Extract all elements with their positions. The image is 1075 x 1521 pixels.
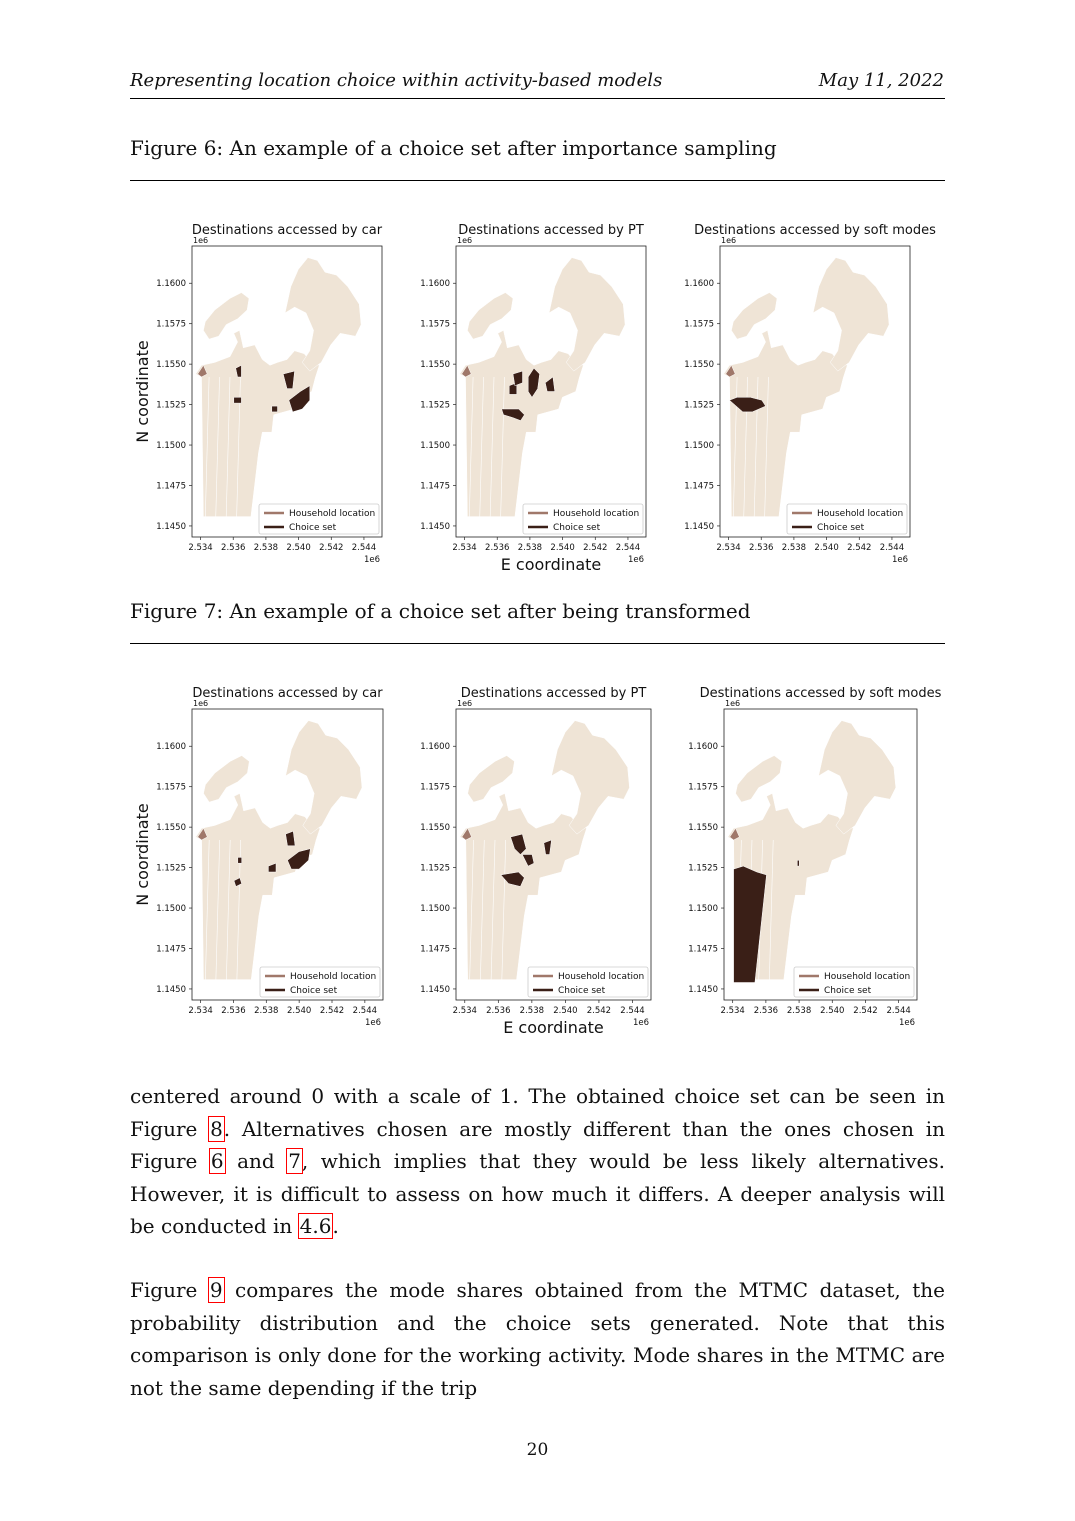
legend-choice-label: Choice set — [553, 523, 601, 533]
x-tick-label: 2.540 — [553, 1006, 578, 1016]
y-tick-label: 1.1500 — [156, 441, 186, 452]
y-tick-label: 1.1525 — [688, 863, 718, 874]
y-tick-label: 1.1550 — [156, 823, 186, 834]
y-tick-label: 1.1600 — [420, 742, 450, 753]
y-tick-label: 1.1450 — [688, 984, 718, 995]
body-paragraph-2: Figure 9 compares the mode shares obtained from the MTMC dataset, the probability distribution and the choice sets generated. Note that this comparison is only done for the working activity. Mode shares in the MTMC are not the same depending if the trip — [130, 1278, 945, 1400]
x-tick-label: 2.542 — [583, 543, 608, 553]
legend-household-label: Household location — [824, 972, 911, 982]
y-tick-label: 1.1550 — [156, 360, 186, 371]
section-4-6-link[interactable]: 4.6 — [299, 1214, 332, 1238]
x-tick-label: 2.534 — [452, 543, 477, 553]
map-panel-2 — [420, 686, 651, 1028]
x-tick-label: 2.540 — [550, 543, 575, 553]
x-tick-label: 2.544 — [879, 543, 905, 553]
y-tick-label: 1.1525 — [420, 863, 450, 874]
figure-6-maps — [0, 185, 1075, 585]
x-tick-label: 2.538 — [254, 1006, 279, 1016]
x-axis-label: E coordinate — [503, 1018, 604, 1037]
x-tick-label: 2.538 — [781, 543, 807, 553]
y-tick-label: 1.1500 — [684, 441, 714, 452]
y-tick-label: 1.1600 — [420, 279, 450, 290]
x-offset-label: 1e6 — [891, 555, 908, 565]
choice-set-zone — [234, 397, 242, 403]
y-tick-label: 1.1500 — [420, 904, 450, 915]
x-tick-label: 2.536 — [486, 1006, 511, 1016]
map-panel-1 — [156, 223, 383, 565]
legend-household-label: Household location — [817, 509, 904, 519]
legend-choice-label: Choice set — [824, 986, 872, 996]
y-offset-label: 1e6 — [721, 236, 737, 245]
y-offset-label: 1e6 — [457, 699, 473, 708]
y-tick-label: 1.1575 — [420, 319, 450, 330]
x-tick-label: 2.538 — [517, 543, 543, 553]
x-tick-label: 2.542 — [853, 1006, 878, 1016]
map-panel-3 — [684, 223, 936, 565]
x-tick-label: 2.536 — [221, 543, 246, 553]
x-tick-label: 2.540 — [814, 543, 839, 553]
panel-title: Destinations accessed by soft modes — [699, 686, 942, 701]
y-axis-label: N coordinate — [133, 340, 152, 443]
y-tick-label: 1.1550 — [420, 823, 450, 834]
map-panel-1 — [156, 686, 383, 1028]
x-axis-label: E coordinate — [500, 555, 602, 574]
figure-7-rule — [130, 643, 945, 644]
legend-household-label: Household location — [558, 972, 645, 982]
y-tick-label: 1.1450 — [684, 521, 714, 532]
y-axis-label: N coordinate — [133, 803, 152, 906]
y-tick-label: 1.1475 — [420, 481, 450, 492]
x-tick-label: 2.540 — [286, 1006, 312, 1016]
y-tick-label: 1.1600 — [684, 279, 714, 290]
y-tick-label: 1.1450 — [420, 521, 450, 532]
y-tick-label: 1.1575 — [156, 782, 186, 793]
map-panel-2 — [420, 223, 646, 565]
y-tick-label: 1.1475 — [688, 944, 718, 955]
figure-7-maps — [0, 648, 1075, 1048]
x-offset-label: 1e6 — [627, 555, 644, 565]
y-offset-label: 1e6 — [725, 699, 741, 708]
y-tick-label: 1.1575 — [420, 782, 450, 793]
figure-7-link[interactable]: 7 — [288, 1149, 301, 1173]
choice-set-zone — [286, 831, 296, 846]
y-tick-label: 1.1550 — [688, 823, 718, 834]
x-tick-label: 2.544 — [886, 1006, 911, 1016]
y-tick-label: 1.1575 — [684, 319, 714, 330]
figure-6-rule — [130, 180, 945, 181]
y-tick-label: 1.1525 — [156, 863, 186, 874]
legend-household-label: Household location — [290, 972, 377, 982]
map-panel-3 — [688, 686, 941, 1028]
y-tick-label: 1.1600 — [156, 279, 186, 290]
figure-8-link[interactable]: 8 — [210, 1116, 223, 1141]
y-tick-label: 1.1500 — [156, 904, 186, 915]
y-tick-label: 1.1575 — [688, 782, 718, 793]
legend-choice-label: Choice set — [558, 986, 606, 996]
y-tick-label: 1.1475 — [420, 944, 450, 955]
y-offset-label: 1e6 — [193, 236, 209, 245]
panel-title: Destinations accessed by car — [192, 686, 383, 701]
choice-set-zone — [238, 857, 242, 863]
y-tick-label: 1.1475 — [684, 481, 714, 492]
x-offset-label: 1e6 — [898, 1018, 915, 1028]
y-tick-label: 1.1500 — [688, 904, 718, 915]
x-tick-label: 2.544 — [620, 1006, 645, 1016]
y-tick-label: 1.1550 — [684, 360, 714, 371]
x-offset-label: 1e6 — [632, 1018, 649, 1028]
y-tick-label: 1.1525 — [156, 400, 186, 411]
x-tick-label: 2.538 — [519, 1006, 545, 1016]
running-header-title: Representing location choice within activity-based models — [130, 70, 663, 91]
header-rule — [130, 98, 945, 99]
x-tick-label: 2.534 — [720, 1006, 745, 1016]
y-tick-label: 1.1450 — [420, 984, 450, 995]
y-offset-label: 1e6 — [457, 236, 473, 245]
x-tick-label: 2.534 — [452, 1006, 477, 1016]
x-offset-label: 1e6 — [363, 555, 380, 565]
x-tick-label: 2.534 — [716, 543, 741, 553]
x-tick-label: 2.538 — [253, 543, 279, 553]
y-tick-label: 1.1600 — [688, 742, 718, 753]
panel-title: Destinations accessed by PT — [460, 686, 647, 701]
choice-set-zone — [272, 406, 278, 412]
y-offset-label: 1e6 — [193, 699, 209, 708]
y-tick-label: 1.1450 — [156, 984, 186, 995]
page-number: 20 — [526, 1440, 549, 1460]
x-tick-label: 2.538 — [786, 1006, 812, 1016]
x-tick-label: 2.540 — [820, 1006, 845, 1016]
x-tick-label: 2.542 — [319, 543, 344, 553]
y-tick-label: 1.1600 — [156, 742, 186, 753]
running-header-date: May 11, 2022 — [818, 70, 944, 91]
y-tick-label: 1.1475 — [156, 481, 186, 492]
x-offset-label: 1e6 — [364, 1018, 381, 1028]
figure-7-caption: Figure 7: An example of a choice set after being transformed — [130, 599, 751, 623]
x-tick-label: 2.534 — [188, 543, 213, 553]
x-tick-label: 2.536 — [221, 1006, 246, 1016]
x-tick-label: 2.542 — [847, 543, 872, 553]
legend-household-label: Household location — [553, 509, 640, 519]
x-tick-label: 2.544 — [615, 543, 641, 553]
legend-choice-label: Choice set — [289, 523, 337, 533]
panel-title: Destinations accessed by soft modes — [694, 223, 936, 238]
y-tick-label: 1.1550 — [420, 360, 450, 371]
x-tick-label: 2.544 — [351, 543, 377, 553]
x-tick-label: 2.536 — [753, 1006, 779, 1016]
x-tick-label: 2.542 — [319, 1006, 345, 1016]
legend-household-label: Household location — [289, 509, 376, 519]
x-tick-label: 2.540 — [286, 543, 311, 553]
panel-title: Destinations accessed by PT — [458, 223, 644, 238]
figure-6-caption: Figure 6: An example of a choice set after importance sampling — [130, 136, 777, 160]
body-paragraph-1: centered around 0 with a scale of 1. The obtained choice set can be seen in Figure 8. Alternatives chosen are mostly different than the ones chosen in Figure 6 and 7, which implies that they would be less likely alternatives. However, it is difficult to assess on how much it differs. A deeper analysis will be conducted in 4.6. — [130, 1084, 945, 1238]
x-tick-label: 2.536 — [485, 543, 510, 553]
choice-set-zone — [797, 860, 799, 866]
legend-choice-label: Choice set — [290, 986, 338, 996]
panel-title: Destinations accessed by car — [191, 223, 383, 238]
figure-9-link[interactable]: 9 — [209, 1278, 223, 1302]
y-tick-label: 1.1475 — [156, 944, 186, 955]
y-tick-label: 1.1525 — [684, 400, 714, 411]
y-tick-label: 1.1575 — [156, 319, 186, 330]
legend-choice-label: Choice set — [817, 523, 865, 533]
figure-6-link[interactable]: 6 — [210, 1149, 224, 1173]
x-tick-label: 2.544 — [352, 1006, 378, 1016]
x-tick-label: 2.534 — [188, 1006, 213, 1016]
x-tick-label: 2.542 — [586, 1006, 612, 1016]
y-tick-label: 1.1525 — [420, 400, 450, 411]
x-tick-label: 2.536 — [749, 543, 774, 553]
y-tick-label: 1.1450 — [156, 521, 186, 532]
y-tick-label: 1.1500 — [420, 441, 450, 452]
